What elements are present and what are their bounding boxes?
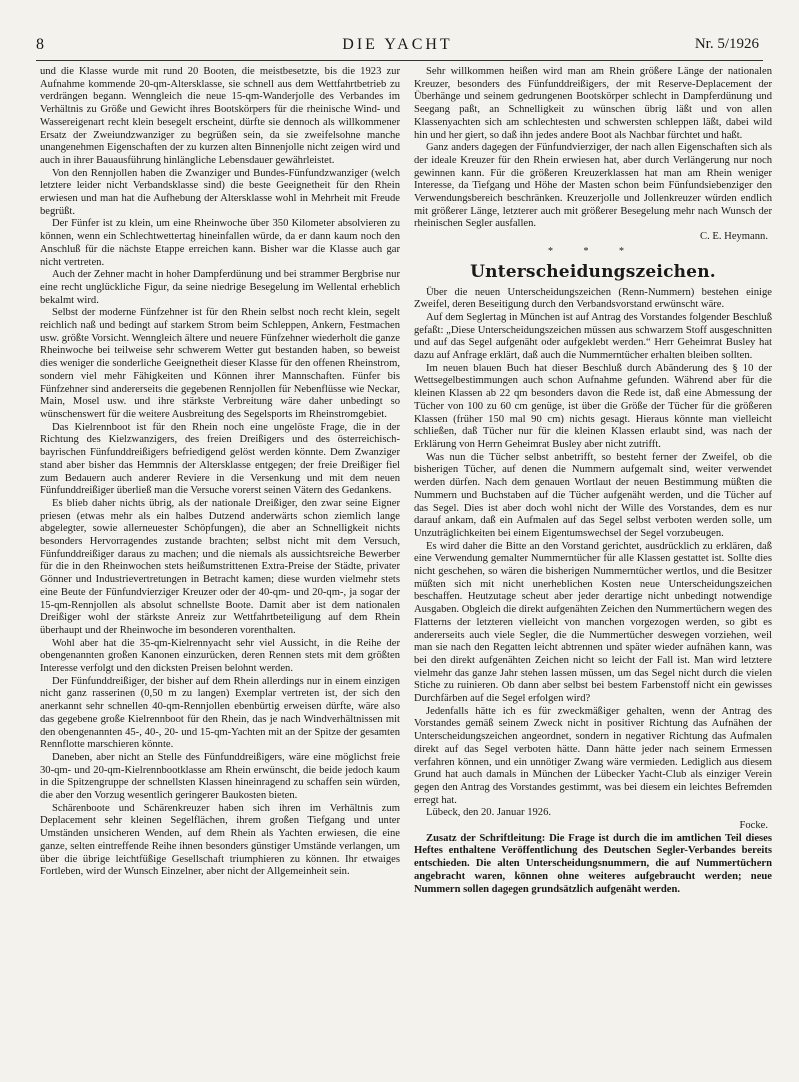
editorial-note: Zusatz der Schriftleitung: Die Frage ist durch die im amtlichen Teil dieses Heftes enthaltene Veröffentlichung des Deutschen Segler-Verbandes bereits entschieden. Die alten Unterscheidungsnummern, die auf Nummertüchern angebracht waren, können ohne weiteres aufgebraucht werden; neue Nummern sollen dagegen grundsätzlich aufgenäht werden.	[414, 832, 772, 895]
paragraph: Der Fünfer ist zu klein, um eine Rheinwoche über 350 Kilometer absolvieren zu können, wenn ein Schlechtwettertag hineinfallen würde, da er dann kaum noch den Anschluß für die nächste Etappe erreichen kann. Bisher war die Klasse auch gar nicht vertreten.	[40, 218, 400, 268]
paragraph: Daneben, aber nicht an Stelle des Fünfunddreißigers, wäre eine möglichst freie 30-qm- und 20-qm-Kielrennbootklasse am Rhein erwünscht, die beide jedoch kaum in die Spitzengruppe der schnellsten Klassen hineinragend zu schaffen sein würden, die aber den Vorzug wesentlich geringerer Baukosten bieten.	[40, 751, 400, 802]
paragraph: Über die neuen Unterscheidungszeichen (Renn-Nummern) bestehen einige Zweifel, deren Beseitigung durch den Verbandsvorstand erwünscht wäre.	[414, 286, 772, 311]
author-signature: Focke.	[739, 820, 768, 832]
paragraph: Auch der Zehner macht in hoher Dampferdünung und bei strammer Bergbrise nur eine recht unglückliche Figur, da seine niedrige Besegelung im Wellental erheblich bekalmt wird.	[40, 269, 400, 306]
magazine-title: DIE YACHT	[342, 36, 453, 53]
paragraph: Es wird daher die Bitte an den Vorstand gerichtet, ausdrücklich zu erklären, daß eine Verwendung gemalter Nummerntücher für alle Klassen gestattet ist. Sollte dies nicht geschehen, so wären die bisherigen Nummerntücher wertlos, und die Besitzer müßten sich mit nicht unerheblichen Kosten neue Unterscheidungszeichen beschaffen. Heutzutage scheut aber jeder derartige nicht unbedingt notwendige Ausgaben. Obgleich die direkt aufgenähten Zeichen den Nummertüchern wegen des Flatterns der letzteren vielleicht von manchen vorgezogen werden, so gibt es andererseits auch viele Segler, die die Nummertücher deswegen vorziehen, weil man sie nach den Regatten leicht abtrennen und später wieder aufnähen kann, was bei den direkt aufgenähten Zeichen nicht so leicht der Fall ist. Man wird letztere vielmehr das ganze Jahr stehen lassen müssen, um das Segel nicht durch die vielen Stiche zu ruinieren. Ob dann aber selbst bei bestem Farbenstoff nicht ein gewisses Durchfärben auf die Segel erfolgen wird?	[414, 540, 772, 705]
paragraph: Was nun die Tücher selbst anbetrifft, so besteht ferner der Zweifel, ob die bisherigen Tücher, auf denen die Nummern aufgemalt sind, weiter verwendet werden dürfen. Nach dem genauen Wortlaut der neuen Bestimmung müßten die Nummern und Buchstaben auf die Tücher aufgenäht werden, und die Tücher auf das Segel. Dies ist aber doch wohl nicht der Wille des Vorstandes, dem es nur darauf ankam, daß ein Aufmalen auf das Segel selbst verboten werden solle, um Unzuträglichkeiten bei einem Eigentumswechsel der Segel vorzubeugen.	[414, 451, 772, 539]
paragraph: Auf dem Seglertag in München ist auf Antrag des Vorstandes folgender Beschluß gefaßt: „Diese Unterscheidungszeichen müssen aus schwarzem Stoff ausgeschnitten und auf das Segel aufgenäht oder aufgeklebt werden.“ Herr Geheimrat Busley hat dazu auf Anfrage erklärt, daß auch die Nummerntücher erhalten bleiben sollten.	[414, 311, 772, 362]
page-header	[36, 36, 759, 56]
header-rule	[36, 60, 763, 61]
paragraph: Es blieb daher nichts übrig, als der nationale Dreißiger, den zwar seine Eigner priesen (etwas mehr als ein halbes Dutzend anderwärts schon ziemlich lange abgelegter, sowie allerneuester Schöpfungen), die aber an Schnelligkeit nichts besonders Hervorragendes zustande brachten; selbst nicht mit dem Versuch, Fünfunddreißiger daraus zu machen; und die niemals als aussichtsreiche Bewerber für die in den Rheinwochen stets heißumstrittenen Extra-Preise der Städte, privater Gönner und Industrievertretungen in Betracht kamen; diese wurden vielmehr stets eine Beute der Fünfundvierziger Kreuzer oder der 40-qm- und 20-qm-, ja sogar der 15-qm-Rennjollen als absolut schnellste Boote. Damit aber ist dem nationalen Dreißiger wohl der stärkste Anreiz zur Wettfahrtbeteiligung auf dem Rhein überhaupt und der Rheinwoche im besonderen vorenthalten.	[40, 497, 400, 636]
paragraph: Selbst der moderne Fünfzehner ist für den Rhein selbst noch recht klein, segelt reichlich naß und bedingt auf starkem Strom beim Schleppen, Ankern, Festmachen usw. größte Vorsicht. Wenngleich ältere und neuere Fünfzehner wiederholt die ganze Rheinwoche bei teilweise sehr schwerem Wetter gut bestanden haben, so beweist dies weniger die sonderliche Geeignetheit dieser Klasse für den offenen Rheinstrom, sondern viel mehr Fähigkeiten und Können ihrer Mannschaften. Fünfer bis Fünfzehner sind andererseits die gegebenen Rennjollen für Nebenflüsse wie Neckar, Main, Mosel usw. und ihre stärkste Verbreitung wäre daher unbedingt so wünschenswert für die weitere Ausbreitung des Segelsports im Rheinstromgebiet.	[40, 307, 400, 420]
page-number: 8	[36, 36, 44, 53]
left-column	[40, 66, 400, 1066]
issue-number: Nr. 5/1926	[694, 36, 759, 52]
section-separator: * * *	[548, 245, 638, 257]
paragraph: Von den Rennjollen haben die Zwanziger und Bundes-Fünfundzwanziger (welch letztere leider nicht Verbandsklasse sind) die beste Geeignetheit für den Rhein erwiesen und man hat die Aufhebung der Altersklasse wohl in Mehrheit mit Freude begrüßt.	[40, 167, 400, 217]
paragraph: Schärenboote und Schärenkreuzer haben sich ihren im Verhältnis zum Deplacement sehr kleinen Segelflächen, ihrem großen Tiefgang und unter Umständen unsicheren Wenden, auf dem Rhein als Yachten erwiesen, die eine ganze, selten eintreffende Reihe ihnen besonders günstiger Umstände verlangen, um über die übrige leichtfüßige Gesellschaft triumphieren zu können. Ihr etwaiges Fortleben, wird der Wunsch Einzelner, aber nicht der Allgemeinheit sein.	[40, 802, 400, 878]
author-signature: C. E. Heymann.	[700, 231, 768, 243]
dateline: Lübeck, den 20. Januar 1926.	[426, 807, 552, 819]
paragraph: Wohl aber hat die 35-qm-Kielrennyacht sehr viel Aussicht, in die Reihe der obengenannten großen Kanonen einzurücken, deren Rennen stets mit dem größten Interesse verfolgt und den dicksten Preisen belohnt werden.	[40, 637, 400, 675]
section-heading: Unterscheidungszeichen.	[470, 261, 716, 282]
paragraph: und die Klasse wurde mit rund 20 Booten, die meistbesetzte, bis die 1923 zur Aufnahme kommende 20-qm-Altersklasse, sie schnell aus dem Wettfahrtbetrieb zu verdrängen begann. Wenngleich die neue 15-qm-Wanderjolle des Verbandes im Verhältnis zu Größe und Gewicht ihres Bootskörpers für die rheinische Wind- und Wassereigenart recht klein besegelt erscheint, dürfte sie dennoch als willkommener Ersatz der Zweiundzwanziger zu begrüßen sein, da sie zweifelsohne manche unangenehmen Eigenschaften der zu kurzen alten Binnenjolle nicht zeigen wird und auch in ihrer Bauausführung hinlängliche Lebensdauer gewährleistet.	[40, 66, 400, 166]
paragraph: Jedenfalls hätte ich es für zweckmäßiger gehalten, wenn der Antrag des Vorstandes gemäß seinem Zweck nicht in positiver Richtung das Aufnähen der Unterscheidungszeichen angeordnet, sondern in negativer Richtung das Aufmalen direkt auf das Segel verboten hätte. Dann hätte jeder nach seinem Ermessen verfahren können, und ein unnötiger Zwang wäre vermieden. Lediglich aus diesem Grund hat auch damals in München der Lübecker Yacht-Club als einziger Verein gegen den Antrag des Vorstandes gestimmt, was bei diesem ein leichtes Befremden erregt hat.	[414, 705, 772, 806]
paragraph: Das Kielrennboot ist für den Rhein noch eine ungelöste Frage, die in der Richtung des Kielzwanzigers, des freien Dreißigers und des österreichisch-bayrischen Fünfunddreißigers befriedigend gelöst werden könnte. Dem Zwanziger stand aber bisher das Hemmnis der Altersklasse entgegen; der freie Dreißiger fiel zum Bedauern auch anderer Reviere in die Versenkung und mit dem neuen Fünfunddreißiger überließ man die Versuche vorerst seinen Vätern des Gedankens.	[40, 421, 400, 497]
paragraph: Sehr willkommen heißen wird man am Rhein größere Länge der nationalen Kreuzer, besonders des Fünfunddreißigers, der mit Reserve-Deplacement der Überhänge und seinem gedrungenen Bootskörper schlecht in Dampferdünung und Seegang paßt, an Schnelligkeit zu wünschen übrig läßt und von allen Klassenyachten sich am schlechtesten und schwersten schleppen läßt, dabei wild hin und her giert, so daß ihn jedes andere Boot als Nachbar fürchtet und haßt.	[414, 66, 772, 141]
right-column	[414, 66, 772, 1066]
paragraph: Im neuen blauen Buch hat dieser Beschluß durch Abänderung des § 10 der Wettsegelbestimmungen auch schon Aufnahme gefunden. Während aber für die kleinen Klassen ab 22 qm besonders davon die Rede ist, daß eine Abmessung der Tücher von 100 zu 60 cm genüge, ist über die Größe der Tücher für die größeren Klassen (früher 150 mal 90 cm) nichts gesagt. Hieraus könnte man vielleicht schließen, daß Tücher nur für die kleinen Klassen erlaubt sind, was nach der Erklärung von Herrn Geheimrat Busley aber nicht zutrifft.	[414, 362, 772, 450]
paragraph: Ganz anders dagegen der Fünfundvierziger, der nach allen Eigenschaften sich als der ideale Kreuzer für den Rhein erwiesen hat, aber durch Verlängerung nur noch gewinnen kann. Für die größeren Kreuzerklassen hat man am Rhein weniger Interesse, da Tiefgang und Höhe der Masten schon beim Fünfundsiebenziger den Verwendungsbereich beschränken. Kreuzerjolle und Jollenkreuzer würden endlich mit größerer Länge, letzterer auch mit größerer Besegelung mehr nach Wunsch der rheinischen Segler ausfallen.	[414, 142, 772, 230]
paragraph: Der Fünfunddreißiger, der bisher auf dem Rhein allerdings nur in einem einzigen nicht ganz rasserinen (0,50 m zu langen) Exemplar vertreten ist, der sich den anerkannt sehr schnellen 40-qm-Rennjollen ebenbürtig erweisen dürfte, wäre also das gegebene große Kielrennboot für den Rhein, das je nach Windverhältnissen mit den obengenannten 45-, 40-, 20- und 15-qm-Yachten mit an der Spitze der gesamten Rennflotte marschieren könnte.	[40, 675, 400, 751]
